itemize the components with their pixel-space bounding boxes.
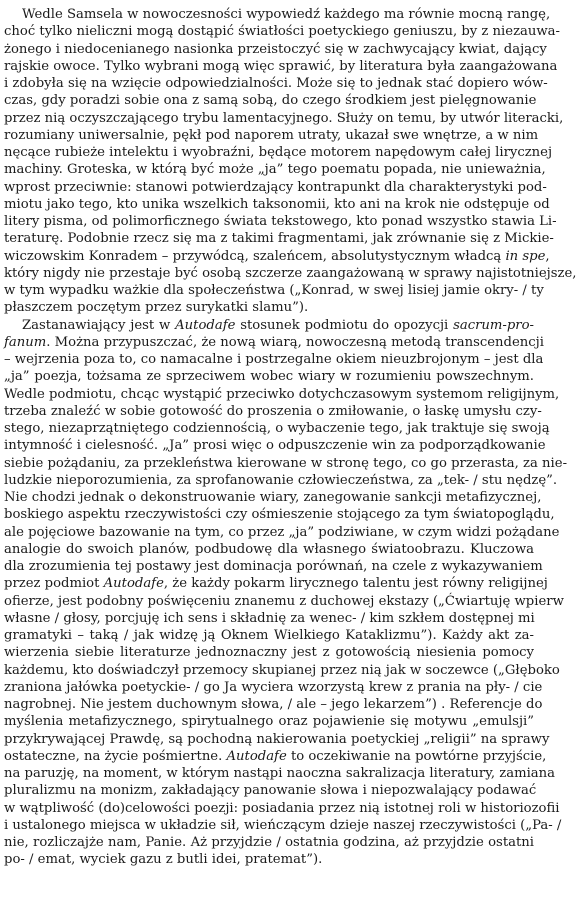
text-line: teraturę. Podobnie rzecz się ma z takimi fragmentami, jak zrównanie się z Mickie- [4,231,554,247]
text-body [4,6,576,869]
text-line: rajskie owoce. Tylko wybrani mogą więc sprawić, by literatura była zaangażowana [4,58,558,74]
text-line: analogie do swoich planów, podbudowę dla własnego światoobrazu. Kluczowa [4,541,534,557]
text-line: ale pojęciowe bazowanie na tym, co przez „ja” podziwiane, w czym widzi pożądane [4,524,560,540]
text-line: litery pisma, od polimorficznego świata tekstowego, kto ponad wszystko stawia Li- [4,214,557,229]
text-line: wiczowskim Konradem – przywódcą, szaleńcem, absolutystycznym władcą in spe, [4,248,550,264]
text-line: przez podmiot Autodafe, że każdy pokarm lirycznego talentu jest równy religijnej [4,576,548,592]
text-line: ostateczne, na życie pośmiertne. Autodafe to oczekiwanie na powtórne przyjście, [4,748,547,764]
text-line: przykrywającej Prawdę, są pochodną nakierowania poetyckiej „religii” na sprawy [4,731,550,747]
text-line: ludzkie nieporozumienia, za sprofanowanie człowieczeństwa, za „tek- / stu nędzę”. [4,472,558,488]
text-line: trzeba znaleźć w sobie gotowość do proszenia o zmiłowanie, o łaskę umysłu czy- [4,403,542,419]
text-line: w wątpliwość (do)celowości poezji: posiadania przez nią istotnej roli w historiozofii [4,800,560,816]
text-line: i ustalonego miejsca w układzie sił, wieńczącym dzieje naszej rzeczywistości („Pa- / [4,817,562,833]
text-line: Zastanawiający jest w Autodafe stosunek podmiotu do opozycji sacrum-pro- [22,317,535,333]
text-line: który nigdy nie przestaje być osobą szczerze zaangażowaną w sprawy najistotniejsze, [4,265,576,281]
text-line: i zdobyła się na wzięcie odpowiedzialności. Może się to jednak stać dopiero wów- [4,76,548,91]
text-line: wierzenia siebie literaturze jednoznaczny jest z gotowością niesienia pomocy [4,645,534,661]
text-line: przez nią oczyszczającego trybu lamentacyjnego. Służy on temu, by utwór literacki, [4,110,564,126]
text-line: pluralizmu na monizm, zakładający panowanie słowa i niepozwalający podawać [4,783,537,799]
text-line: po- / emat, wyciek gazu z butli idei, pratemat”). [4,852,323,868]
text-line: wprost przeciwnie: stanowi potwierdzający kontrapunkt dla charakterystyki pod- [4,179,547,195]
text-line: płaszczem poczętym przez surykatki slamu”). [4,300,309,316]
text-line: stego, niezaprzątniętego codziennością, o wybaczenie tego, jak traktuje się swoją [4,421,550,436]
text-line: nagrobnej. Nie jestem duchownym słowa, / ale – jego lekarzem”) . Referencje do [4,697,543,712]
text-line: machiny. Groteska, w którą być może „ja” tego poematu popada, nie unieważnia, [4,162,546,178]
text-line: boskiego aspektu rzeczywistości czy ośmieszenie stojącego za tym światopoglądu, [4,507,555,523]
text-line: Wedle podmiotu, chcąc wystąpić przeciwko dotychczasowym systemom religijnym, [4,386,560,402]
text-line: Wedle Samsela w nowoczesności wypowiedź każdego ma równie mocną rangę, [22,7,551,22]
text-line: nie, rozliczajże nam, Panie. Aż przyjdzie / ostatnia godzina, aż przyjdzie ostatni [4,835,534,850]
text-line: w tym wypadku ważkie dla społeczeństwa („Konrad, w swej lisiej jamie okry- / ty [4,283,544,298]
text-line: choć tylko nieliczni mogą dostąpić światłości poetyckiego geniuszu, by z niezauwa- [4,24,560,40]
text-line: – wejrzenia poza to, co namacalne i postrzegalne okiem nieuzbrojonym – jest dla [4,352,544,367]
text-line: zraniona jałówka poetyckie- / go Ja wyciera wzorzystą krew z prania na pły- / cie [4,679,543,695]
text-line: własne / głosy, porcjuję ich sens i składnię za wenec- / kim szkłem dostępnej mi [4,610,535,626]
text-line: myślenia metafizycznego, spirytualnego oraz pojawienie się motywu „emulsji” [4,714,534,730]
text-line: fanum. Można przypuszczać, że nową wiarą, nowoczesną metodą transcendencji [4,334,544,350]
text-line: gramatyki – taką / jak widzę ją Oknem Wielkiego Kataklizmu”). Każdy akt za- [4,628,534,643]
text-line: żonego i niedocenianego nasionka przeistoczyć się w zachwycający kwiat, dający [4,41,547,57]
text-line: siebie pożądaniu, za przekleństwa kierowane w stronę tego, co go przerasta, za nie- [4,455,568,471]
text-line: rozumiany uniwersalnie, pękł pod naporem utraty, ukazał swe wnętrze, a w nim [4,127,539,143]
text-line: miotu jako tego, kto unika wszelkich taksonomii, kto ani na krok nie odstępuje od [4,196,550,212]
text-line: intymność i cielesność. „Ja” prosi więc o odpuszczenie win za podporządkowanie [4,438,546,454]
text-line: „ja” poezja, tożsama ze sprzeciwem wobec wiary w rozumieniu powszechnym. [4,369,534,385]
text-line: dla zrozumienia tej postawy jest dominacja porównań, na czele z wykazywaniem [4,559,543,574]
text-line: nęcące rubieże intelektu i wyobraźni, będące motorem napędowym całej lirycznej [4,145,553,160]
text-line: czas, gdy poradzi sobie ona z samą sobą, do czego środkiem jest pielęgnowanie [4,93,537,109]
text-line: każdemu, kto doświadczył przemocy skupianej przez nią jak w soczewce („Głęboko [4,662,560,678]
text-line: ofierze, jest podobny poświęceniu znanemu z duchowej ekstazy („Ćwiartuję wpierw [4,593,564,609]
text-line: na paruzję, na moment, w którym nastąpi naoczna sakralizacja literatury, zamiana [4,766,556,781]
text-line: Nie chodzi jednak o dekonstruowanie wiary, zanegowanie sankcji metafizycznej, [4,490,542,505]
